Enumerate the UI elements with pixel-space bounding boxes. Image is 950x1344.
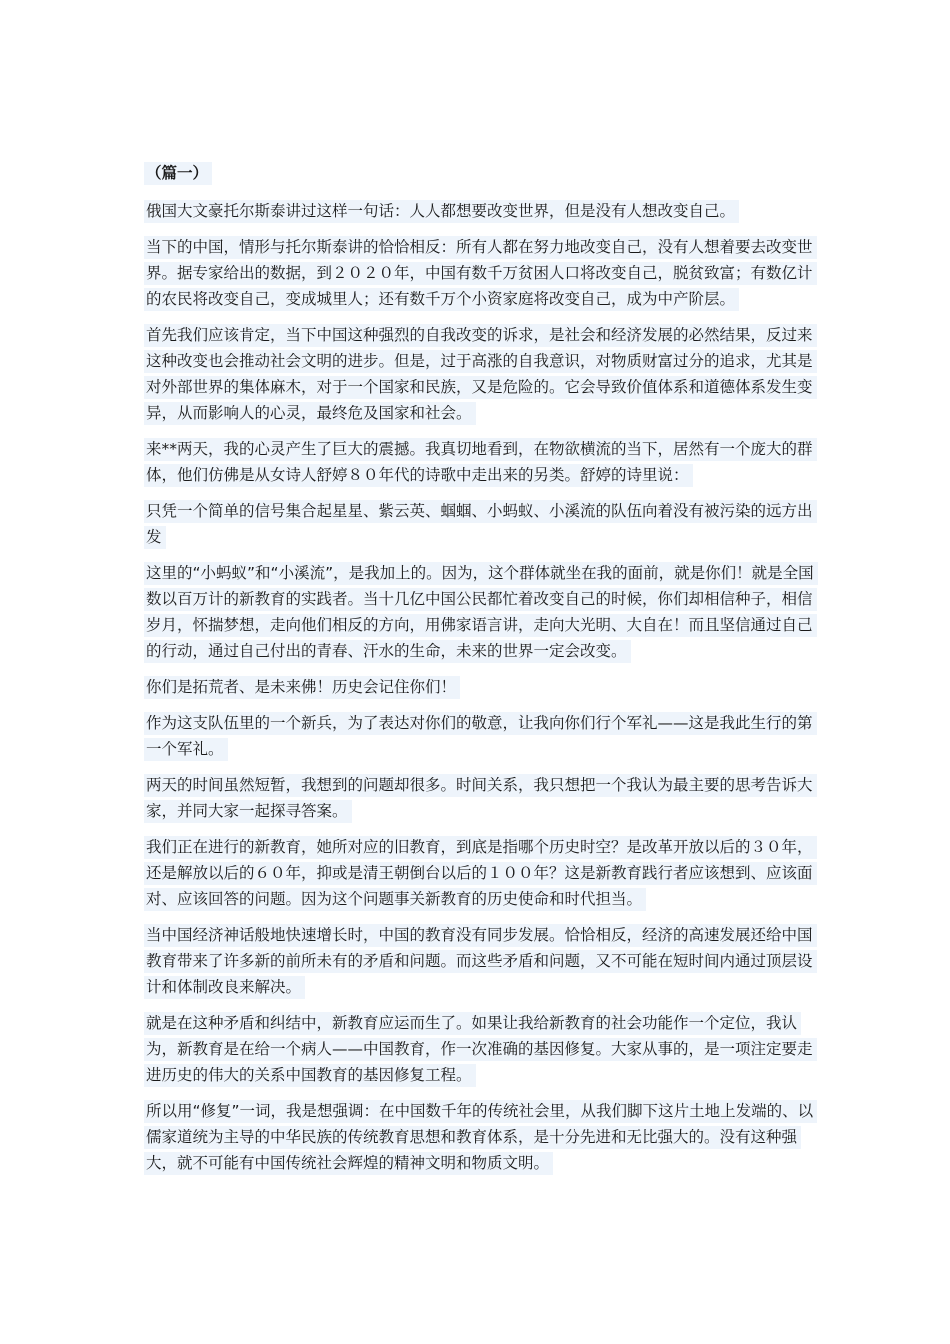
- paragraph-9: 两天的时间虽然短暂，我想到的问题却很多。时间关系，我只想把一个我认为最主要的思考告诉大家，并同大家一起探寻答案。: [144, 772, 824, 824]
- paragraph-4: 来**两天，我的心灵产生了巨大的震撼。我真切地看到，在物欲横流的当下，居然有一个庞大的群体，他们仿佛是从女诗人舒婷８０年代的诗歌中走出来的另类。舒婷的诗里说：: [144, 436, 824, 488]
- paragraph-5: 只凭一个简单的信号集合起星星、紫云英、蝈蝈、小蚂蚁、小溪流的队伍向着没有被污染的远方出发: [144, 498, 824, 550]
- paragraph-12: 就是在这种矛盾和纠结中，新教育应运而生了。如果让我给新教育的社会功能作一个定位，我认为，新教育是在给一个病人——中国教育，作一次准确的基因修复。大家从事的，是一项注定要走进历史的伟大的关系中国教育的基因修复工程。: [144, 1010, 824, 1088]
- section-heading: （篇一）: [144, 160, 824, 186]
- paragraph-11: 当中国经济神话般地快速增长时，中国的教育没有同步发展。恰恰相反，经济的高速发展还给中国教育带来了许多新的前所未有的矛盾和问题。而这些矛盾和问题，又不可能在短时间内通过顶层设计和体制改良来解决。: [144, 922, 824, 1000]
- paragraph-2: 当下的中国，情形与托尔斯泰讲的恰恰相反：所有人都在努力地改变自己，没有人想着要去改变世界。据专家给出的数据，到２０２０年，中国有数千万贫困人口将改变自己，脱贫致富；有数亿计的农民将改变自己，变成城里人；还有数千万个小资家庭将改变自己，成为中产阶层。: [144, 234, 824, 312]
- paragraph-7: 你们是拓荒者、是未来佛！历史会记住你们！: [144, 674, 824, 700]
- paragraph-8: 作为这支队伍里的一个新兵，为了表达对你们的敬意，让我向你们行个军礼——这是我此生行的第一个军礼。: [144, 710, 824, 762]
- paragraph-3: 首先我们应该肯定，当下中国这种强烈的自我改变的诉求，是社会和经济发展的必然结果，反过来这种改变也会推动社会文明的进步。但是，过于高涨的自我意识，对物质财富过分的追求，尤其是对外部世界的集体麻木，对于一个国家和民族，又是危险的。它会导致价值体系和道德体系发生变异，从而影响人的心灵，最终危及国家和社会。: [144, 322, 824, 426]
- paragraph-6: 这里的“小蚂蚁”和“小溪流”，是我加上的。因为，这个群体就坐在我的面前，就是你们！就是全国数以百万计的新教育的实践者。当十几亿中国公民都忙着改变自己的时候，你们却相信种子，相信岁月，怀揣梦想，走向他们相反的方向，用佛家语言讲，走向大光明、大自在！而且坚信通过自己的行动，通过自己付出的青春、汗水的生命，未来的世界一定会改变。: [144, 560, 824, 664]
- paragraph-13: 所以用“修复”一词，我是想强调：在中国数千年的传统社会里，从我们脚下这片土地上发端的、以儒家道统为主导的中华民族的传统教育思想和教育体系，是十分先进和无比强大的。没有这种强大，就不可能有中国传统社会辉煌的精神文明和物质文明。: [144, 1098, 824, 1176]
- paragraph-10: 我们正在进行的新教育，她所对应的旧教育，到底是指哪个历史时空？是改革开放以后的３０年，还是解放以后的６０年，抑或是清王朝倒台以后的１００年？这是新教育践行者应该想到、应该面对、应该回答的问题。因为这个问题事关新教育的历史使命和时代担当。: [144, 834, 824, 912]
- document-body: [144, 160, 824, 1186]
- paragraph-1: 俄国大文豪托尔斯泰讲过这样一句话：人人都想要改变世界，但是没有人想改变自己。: [144, 198, 824, 224]
